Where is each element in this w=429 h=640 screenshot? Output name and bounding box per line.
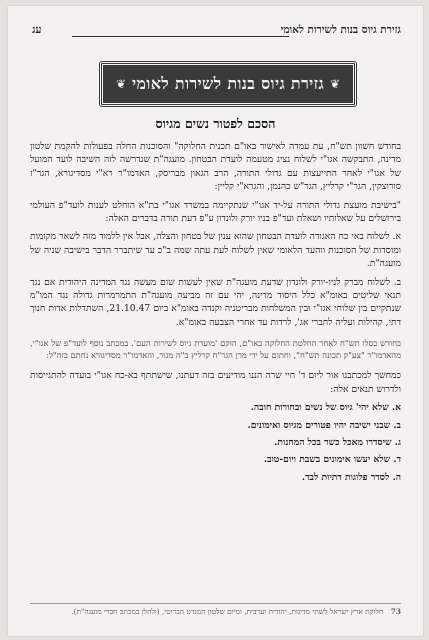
- ornament-icon: ❦: [329, 77, 341, 91]
- section-subtitle: הסכם לפטור נשים מגיוס: [155, 116, 276, 131]
- list-item: ה. לסדר פלוגות דתיות לבד.: [301, 471, 401, 483]
- footnote: [30, 603, 401, 616]
- chapter-title: גזירת גיוס בנות לשירות לאומי: [132, 74, 324, 93]
- ornament-icon: ❦: [115, 77, 127, 91]
- list-item: א. שלא יהי' גיוס של נשים ובחורות חובה.: [250, 402, 401, 414]
- document-page: [8, 6, 423, 636]
- editorial-note: בחודש כסלו תש"ח לאחר החלטת החלוקה באו"ם, הוקם 'מועדת גיוס לשירות העם'. במכתב נוסף לועד"פ של אגו"י, מהאדמו"ר "צע"ק תכונה תש"ח", וחתום על ידי מרן הגר"ח קרליץ ב"ה מגור, והאדמו"ר מסדיגורא נחתם בזה"ל:: [30, 338, 401, 361]
- paragraph: ב. לשלוח מברק לניו-יורק ולונדון שדעת מועגה"ת שאין לעשות שום מעשה נגד המדינה היהודית אם נגד תנאי שליטים באומ"א כלל היסוד מדינה, יהי עם זה מביעה מועגה"ת התמרמרות גדולה נגד המו"מ שנתקיים בין שלוחי אגו"י ובין המשלחות מבריטניה וקנדה באומ"א ביום 21.10.47, השתדלות אדות חנוך דתי, קהילות ועליה לחברי אג', לרדות עד אחרי הצבעה באומ"א.: [30, 276, 401, 328]
- paragraph: א. לשלוח באי כח האגודה לועדת הבטחון שהוא ענין של בטחון והצלה, אבל אין ללמוד מזה לשאר מקומות ומוסדות של הסוכנות ווהעד הלאומי שאין לשלוח לעת עתה שמה ב"כ עד שיתברר הדבר בישיבה שניה של מועגה"ת.: [30, 231, 401, 270]
- chapter-banner: [100, 62, 356, 106]
- list-item: ב. שבני ישיבה יהיו פטורים מגיוס ואימונים.: [247, 419, 401, 431]
- demands-list: [30, 401, 401, 484]
- footnote-page-number: 73: [390, 607, 401, 616]
- footnote-text: חלוקת ארץ ישראל לשתי מדינות, יהודית וערבית, ומיום שלטון המנדט הבריטי, (ולהלן במכתב חברי מועגה"ת).: [71, 607, 384, 616]
- running-head-rule: [72, 36, 289, 37]
- paragraph: כמחשך למכתבנו אור ליום ד' חיי שרה הננו מודיעים בזה דעתנו, שישתתף בא-כח אגו"י בועדה להתגייסות ולדרוש תנאים אלה:: [30, 370, 401, 395]
- page-number: עג: [32, 24, 42, 36]
- list-item: ג. שיסדרו מאכל כשר בכל המחנות.: [274, 436, 401, 448]
- running-head: [32, 24, 401, 40]
- running-head-title: גזירת גיוס בנות לשירות לאומי: [280, 24, 401, 36]
- body-text: [30, 140, 401, 488]
- paragraph: "בישיבת מועצת גדולי התורה על-יד אגו"י שנתקיימה במשרד אגו"י בת"א הוחלט לענות לועד"פ העולמי בירושלים על שאלותיו ושאלת ועד"פ בניו יורק ולונדון ע"פ דעת תורה בדברים האלה:: [30, 199, 401, 225]
- list-item: ד. שלא יעשו אימונים בשבת ויום-טוב.: [263, 454, 401, 466]
- paragraph: בחודש חשוון תש"ח, עת עמדה לאישור באו"ם תכנית החלוקה" והסוכנות החלה בפעולות להקמת שלטון מדינה, התבקשה אגו"י לשלוח נציג מטעמה לועדת הבטחון. מועגה"ת שנדרשה לזה השיבה לועד המועל של אגו"י לאחר התייעצות עם גדולי התורה, הרב הגאון מבריסק, האדמו"ר רא"י מסדיגורא, הגר"ז סורוצקין, הגר"י קרליץ, הגר"ש כהנמן, והגרא"י קליין:: [30, 141, 401, 193]
